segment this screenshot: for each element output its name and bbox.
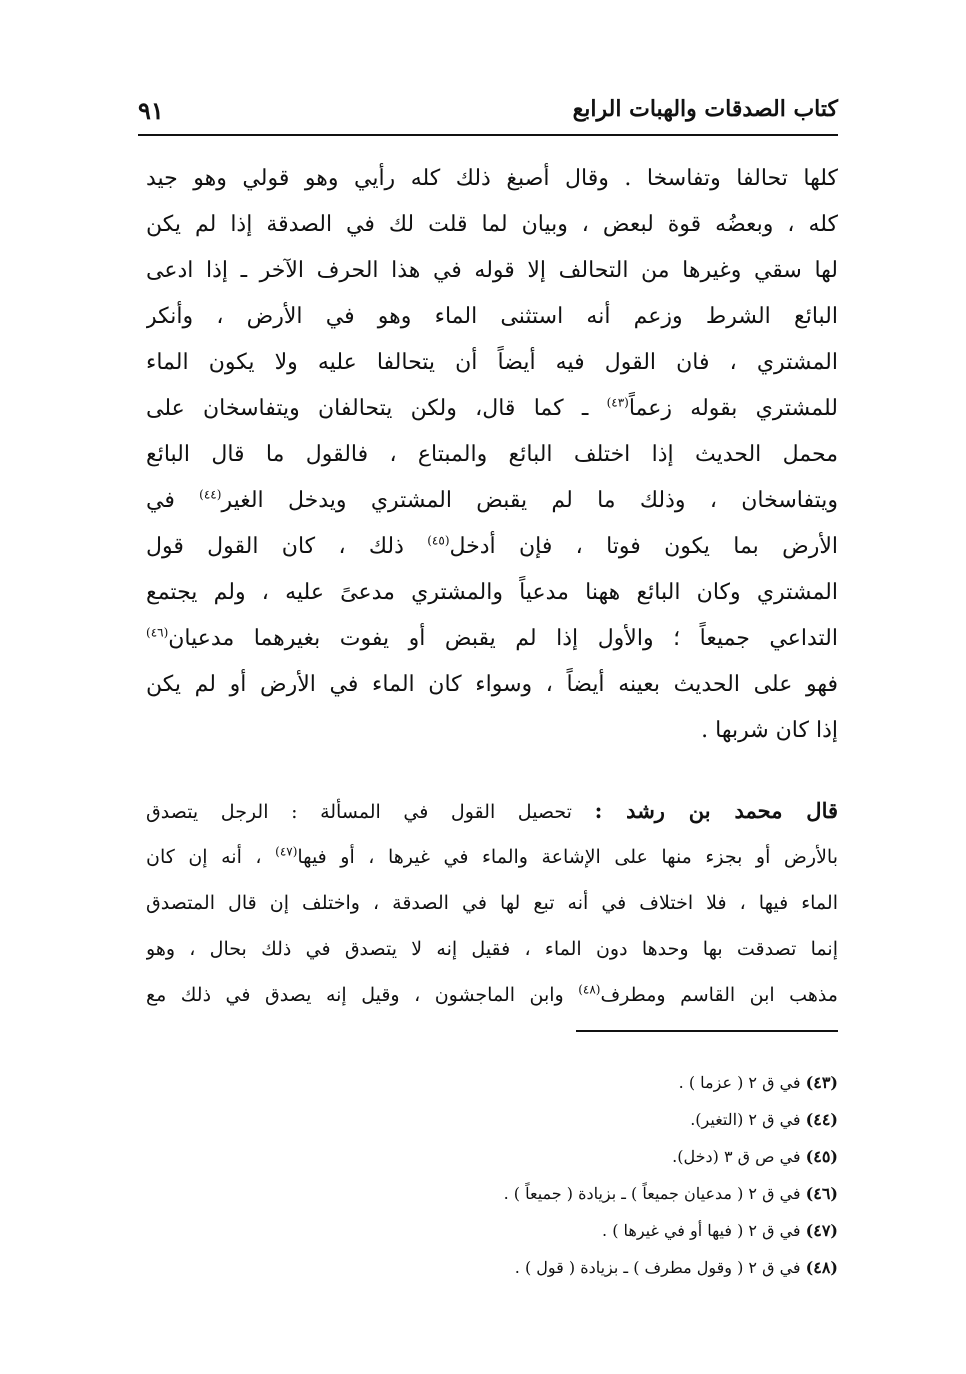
footnote xyxy=(300,1064,838,1101)
footnote-text: في ق ٢ (التغير). xyxy=(690,1110,806,1129)
running-title: كتاب الصدقات والهبات الرابع xyxy=(572,96,838,122)
line-text: ـ كما قال، ولكن يتحالفان ويتفاسخان على xyxy=(146,396,607,421)
line-text: بالأرض أو بجزء منها على الإشاعة والماء في غيرها ، أو فيها xyxy=(297,846,838,868)
page-number: ٩١ xyxy=(138,96,164,125)
text-line: إذا كان شربها . xyxy=(701,718,838,743)
footnote xyxy=(300,1212,838,1249)
text-line xyxy=(146,834,838,880)
footnote-text: في ق ٢ ( وقول مطرف ) ـ بزيادة ( قول ) . xyxy=(514,1258,806,1277)
paragraph-1 xyxy=(146,156,838,754)
text-line xyxy=(146,478,838,524)
line-text: في xyxy=(146,488,200,513)
line-text: الأرض بما يكون فوتا ، فإن أدخل xyxy=(449,534,838,559)
footnotes xyxy=(300,1064,838,1286)
text-line: إنما تصدقت بها وحدها دون الماء ، فقيل إنه لا يتصدق في ذلك بحال ، وهو xyxy=(146,938,838,960)
footnote xyxy=(300,1101,838,1138)
footnote-mark: (٤٨) xyxy=(578,982,601,997)
footnote-number: (٤٤) xyxy=(805,1110,838,1129)
speaker-label: قال محمد بن رشد : xyxy=(594,798,838,823)
footnote-mark: (٤٤) xyxy=(199,487,222,502)
footnote-number: (٤٦) xyxy=(805,1184,838,1203)
footnote-number: (٤٥) xyxy=(805,1147,838,1166)
footnote-text: في ق ٢ ( مدعيان جميعاً ) ـ بزيادة ( جميعاً ) . xyxy=(503,1184,806,1203)
text-line: كلها تحالفا وتفاسخا . وقال أصبغ ذلك كله رأيي وهو قولي وهو جيد xyxy=(146,166,838,191)
page-header xyxy=(138,96,838,130)
footnote-mark: (٤٦) xyxy=(146,625,169,640)
footnote-number: (٤٨) xyxy=(805,1258,838,1277)
footnote xyxy=(300,1138,838,1175)
footnote xyxy=(300,1175,838,1212)
text-line: المشتري وكان البائع ههنا مدعياً والمشتري مدعىً عليه ، ولم يجتمع xyxy=(146,580,838,605)
text-line: فهو على الحديث بعينه أيضاً ، وسواء كان الماء في الأرض أو لم يكن xyxy=(146,672,838,697)
footnote-number: (٤٧) xyxy=(805,1221,838,1240)
footnote-mark: (٤٧) xyxy=(275,844,298,859)
footnote-text: في ق ٢ ( عزما ) . xyxy=(678,1073,806,1092)
line-text: تحصيل القول في المسألة : الرجل يتصدق xyxy=(146,801,595,823)
line-text: ويتفاسخان ، وذلك ما لم يقبض المشتري ويدخل الغير xyxy=(221,488,838,513)
text-line xyxy=(146,788,838,834)
footnote-text: في ق ٢ ( فيها أو في غيرها ) . xyxy=(602,1221,806,1240)
footnote xyxy=(300,1249,838,1286)
line-text: التداعي جميعاً ؛ والأول إذا لم يقبض أو يفوت بغيرهما مدعيان xyxy=(168,626,838,651)
footnote-number: (٤٣) xyxy=(805,1073,838,1092)
line-text: مذهب ابن القاسم ومطرف xyxy=(600,984,838,1006)
text-line: الماء فيها ، فلا اختلاف في أنه تبع لها في الصدقة ، واختلف إن قال المتصدق xyxy=(146,892,838,914)
paragraph-2 xyxy=(146,788,838,1018)
text-line: البائع الشرط وزعم أنه استثنى الماء وهو في الأرض ، وأنكر xyxy=(146,304,838,329)
line-text: للمشتري بقوله زعماً xyxy=(628,396,838,421)
text-line xyxy=(146,386,838,432)
text-line: المشتري ، فان القول فيه أيضاً أن يتحالفا عليه ولا يكون الماء xyxy=(146,350,838,375)
text-line: لها سقي وغيرها من التحالف إلا قوله في هذا الحرف الآخر ـ إذا ادعى xyxy=(146,258,838,283)
text-line xyxy=(146,524,838,570)
header-rule xyxy=(138,134,838,136)
line-text: ذلك ، كان القول قول xyxy=(146,534,428,559)
text-line: محمل الحديث إذا اختلف البائع والمبتاع ، فالقول ما قال البائع xyxy=(146,442,838,467)
text-line: كله ، وبعضُه قوة لبعض ، وبيان لما قلت لك في الصدقة إذا لم يكن xyxy=(146,212,838,237)
text-line xyxy=(146,972,838,1018)
footnote-rule xyxy=(576,1030,838,1032)
footnote-mark: (٤٣) xyxy=(606,395,629,410)
text-line xyxy=(146,616,838,662)
footnote-text: في ص ق ٣ (دخل). xyxy=(672,1147,806,1166)
line-text: ، أنه إن كان xyxy=(146,846,276,868)
line-text: وابن الماجشون ، وقيل إنه يصدق في ذلك مع xyxy=(146,984,579,1006)
footnote-mark: (٤٥) xyxy=(427,533,450,548)
